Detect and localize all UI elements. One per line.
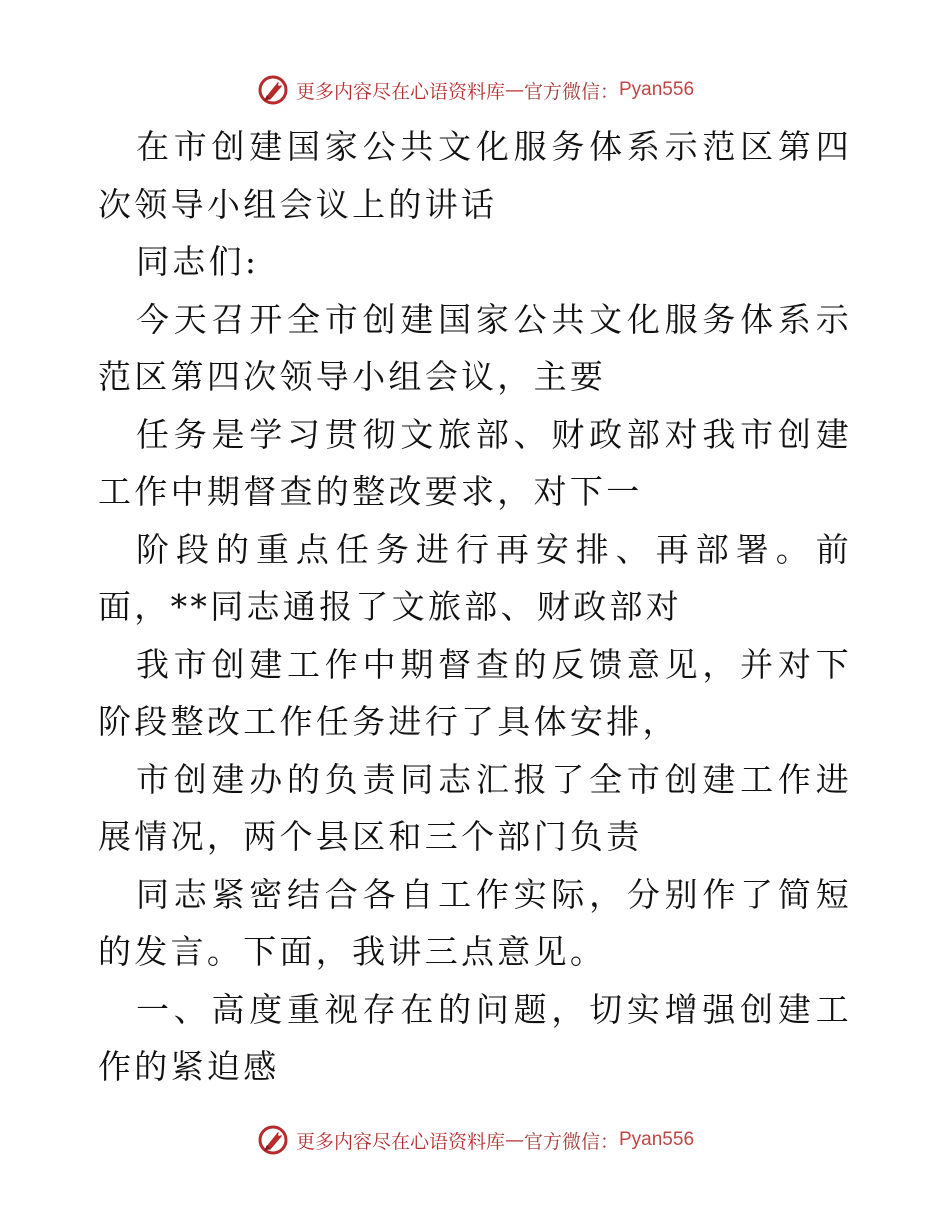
paragraph: 任务是学习贯彻文旅部、财政部对我市创建工作中期督查的整改要求，对下一 bbox=[98, 414, 852, 511]
document-body bbox=[98, 118, 852, 1096]
paragraph: 阶段的重点任务进行再安排、再部署。前面，**同志通报了文旅部、财政部对 bbox=[98, 529, 852, 626]
pen-nib-logo-icon bbox=[256, 73, 290, 107]
paragraph: 今天召开全市创建国家公共文化服务体系示范区第四次领导小组会议，主要 bbox=[98, 299, 852, 396]
header-separator: — bbox=[504, 79, 524, 101]
paragraph: 我市创建工作中期督查的反馈意见，并对下阶段整改工作任务进行了具体安排， bbox=[98, 644, 852, 741]
paragraph: 市创建办的负责同志汇报了全市创建工作进展情况，两个县区和三个部门负责 bbox=[98, 759, 852, 856]
header-wechat-label: 官方微信： bbox=[523, 80, 619, 103]
document-title: 在市创建国家公共文化服务体系示范区第四次领导小组会议上的讲话 bbox=[98, 127, 852, 224]
header-wechat-id: Pyan556 bbox=[619, 79, 695, 100]
footer-watermark bbox=[0, 1120, 950, 1160]
pen-nib-logo-icon bbox=[256, 1123, 290, 1157]
header-watermark bbox=[0, 70, 950, 110]
footer-brand-text: 更多内容尽在心语资料库 bbox=[295, 1130, 505, 1153]
footer-separator: — bbox=[504, 1129, 524, 1151]
paragraph: 同志紧密结合各自工作实际，分别作了简短的发言。下面，我讲三点意见。 bbox=[98, 874, 852, 971]
footer-wechat-id: Pyan556 bbox=[619, 1129, 695, 1150]
paragraph-salutation: 同志们: bbox=[136, 242, 260, 281]
section-heading: 一、高度重视存在的问题，切实增强创建工作的紧迫感 bbox=[98, 989, 852, 1086]
footer-wechat-label: 官方微信： bbox=[523, 1130, 619, 1153]
header-brand-text: 更多内容尽在心语资料库 bbox=[295, 80, 505, 103]
